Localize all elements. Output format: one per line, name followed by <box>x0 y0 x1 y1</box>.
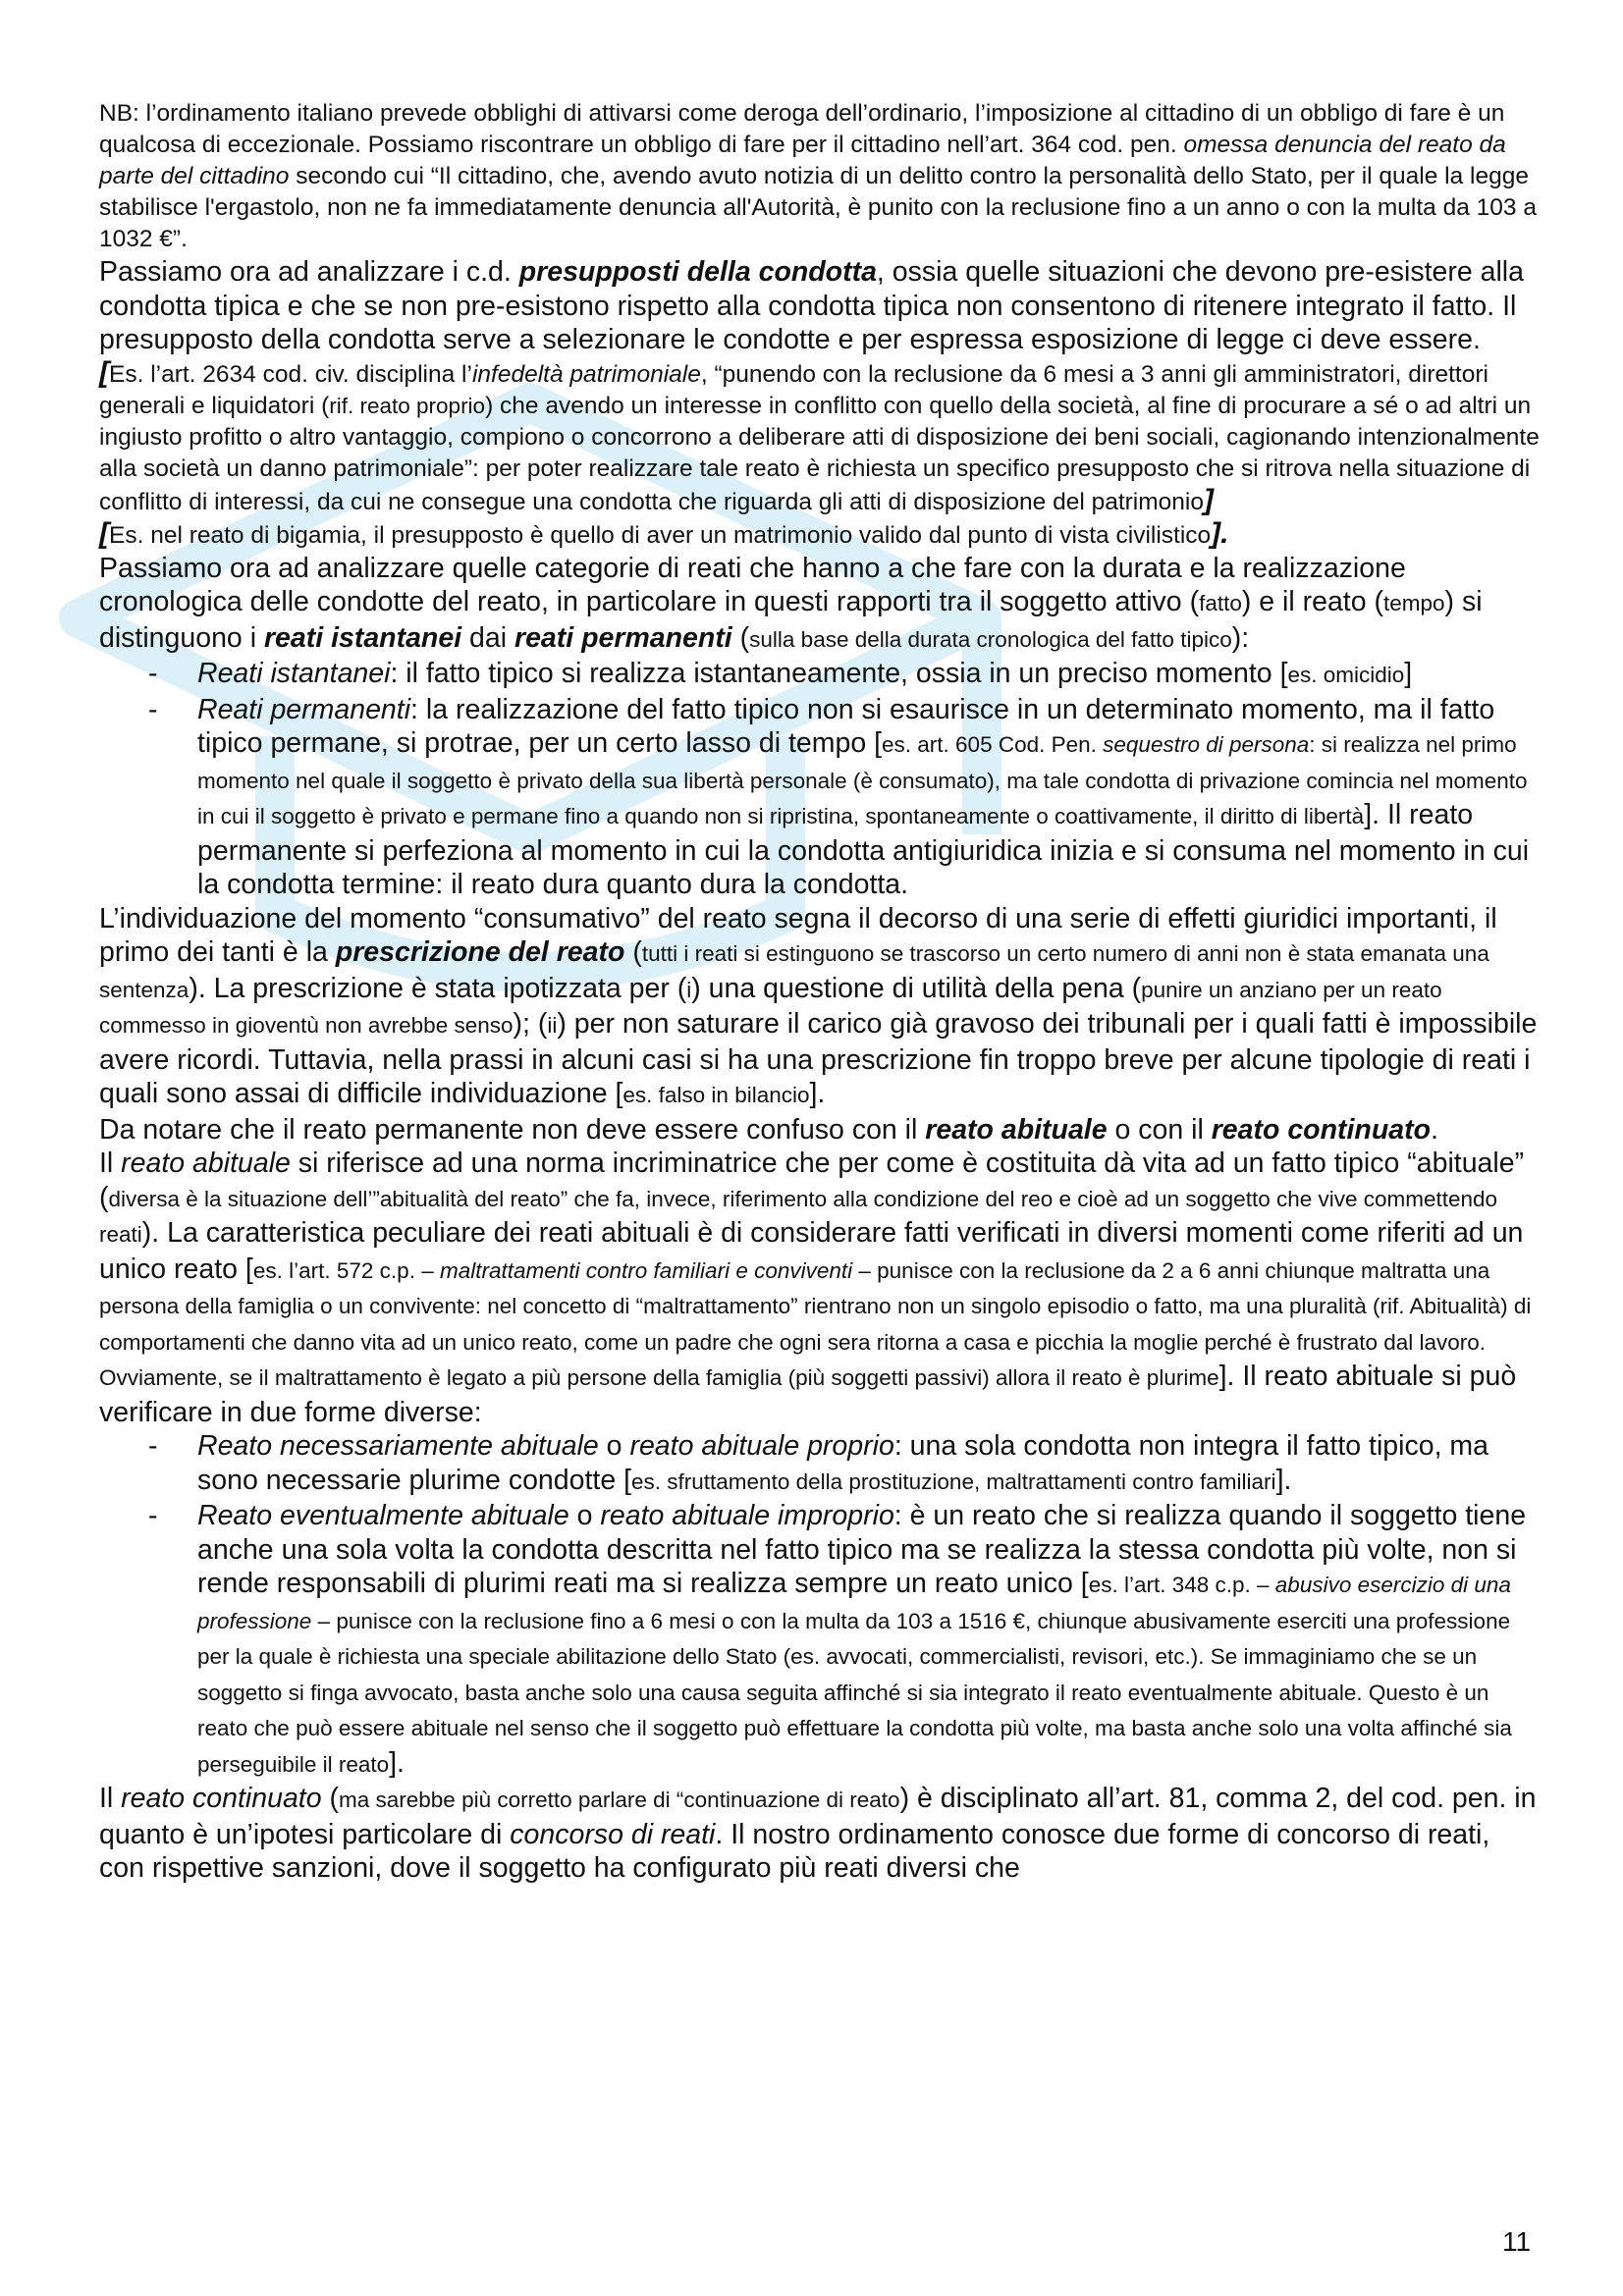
text-run: : una sola condotta non integra il fatto tipico, ma sono necessarie plurime condotte [ <box>197 1430 1489 1496</box>
text-run: Reati permanenti <box>197 693 411 725</box>
text-run: Il <box>99 1783 122 1814</box>
list-item <box>99 1429 1542 1499</box>
text-run: Reato eventualmente abituale <box>197 1500 569 1531</box>
text-run: ma sarebbe più corretto parlare di “continuazione di reato <box>339 1788 900 1812</box>
text-run: reati istantanei <box>263 621 462 654</box>
text-run: è consumato <box>860 768 988 793</box>
dash-bullet: - <box>148 693 158 725</box>
text-run: rif. Abitualità <box>1380 1294 1501 1318</box>
text-run: [ <box>99 516 109 550</box>
text-run: es. omicidio <box>1287 663 1405 687</box>
text-run: secondo cui “Il cittadino, che, avendo avuto notizia di un delitto contro la personalità dello Stato, per il quale la legge stabilisce l'ergastolo, non ne fa immediatamente denuncia all'Autorità, è punito con la reclusione fino a un anno o con la multa da 103 a 1032 €”. <box>99 163 1537 252</box>
text-run: ( <box>321 1783 339 1814</box>
paragraph <box>99 255 1542 357</box>
text-run: NB: l’ordinamento italiano prevede obblighi di attivarsi come deroga dell’ordinario, l’imposizione al cittadino di un obbligo di fare è un qualcosa di eccezionale. Possiamo riscontrare un obbligo di fare per il cittadino nell’art. 364 cod. pen. <box>99 100 1505 158</box>
text-run: ); ( <box>513 1008 548 1040</box>
text-run: reato abituale <box>925 1113 1108 1146</box>
text-run: Da notare che il reato permanente non deve essere confuso con il <box>99 1113 926 1146</box>
page-number: 11 <box>1502 2226 1532 2257</box>
text-run: diversa è la situazione dell’”abitualità del reato” che fa, invece, riferimento alla condizione del reo e cioè ad un soggetto che vive commettendo reati <box>99 1186 1498 1247</box>
paragraph <box>99 518 1542 552</box>
text-run: : si realizza nel primo momento nel quale il soggetto è privato della sua libertà personale ( <box>197 732 1517 793</box>
text-run: Es. l’art. 2634 cod. civ. disciplina l’ <box>109 360 472 388</box>
text-run: dai <box>461 621 514 654</box>
text-run: – punisce con la reclusione fino a 6 mesi o con la multa da 103 a 1516 €, chiunque abusivamente eserciti una professione per la quale è richiesta una speciale abilitazione dello Stato ( <box>197 1608 1511 1669</box>
text-run: omessa denuncia del reato da parte del cittadino <box>99 132 1506 189</box>
list-item <box>99 657 1542 693</box>
text-run: es. avvocati, commercialisti, revisori, etc. <box>790 1644 1191 1669</box>
paragraph <box>99 902 1542 1113</box>
text-run: L’individuazione del momento “consumativo” del reato segna il decorso di una serie di effetti giuridici importanti, il primo dei tanti è la <box>99 902 1497 968</box>
text-run: reato continuato <box>121 1783 322 1814</box>
text-run: : la realizzazione del fatto tipico non si esaurisce in un determinato momento, ma il fatto tipico permane, si protrae, per un certo lasso di tempo [ <box>197 693 1495 759</box>
dash-bullet: - <box>148 1500 158 1531</box>
text-run: : è un reato che si realizza quando il soggetto tiene anche una sola volta la condotta descritta nel fatto tipico ma se realizza la stessa condotta più volte, non si rende responsabili di plurimi reati ma si realizza sempre un reato unico [ <box>197 1500 1527 1599</box>
text-run: maltrattamenti contro familiari e conviventi <box>439 1257 853 1283</box>
text-run: ( <box>731 621 750 654</box>
text-run: si riferisce ad una norma incriminatrice che per come è costituita dà vita ad un fatto tipico “abituale” ( <box>99 1148 1525 1213</box>
text-run: tempo <box>1382 591 1445 615</box>
text-run: es. sfruttamento della prostituzione, maltrattamenti contro familiari <box>631 1468 1276 1494</box>
text-run: sulla base della durata cronologica del fatto tipico <box>749 626 1232 652</box>
text-run: ). La caratteristica peculiare dei reati abituali è di considerare fatti verificati in diversi momenti come riferiti ad un unico reato [ <box>99 1217 1524 1285</box>
text-run: Reato necessariamente abituale <box>197 1430 599 1462</box>
paragraph <box>99 98 1542 255</box>
text-run: : il fatto tipico si realizza istantaneamente, ossia in un preciso momento [ <box>390 658 1288 689</box>
text-run: ) di comportamenti che danno vita ad un unico reato, come un padre che ogni sera ritorna a casa e picchia la moglie perché è frustrato dal lavoro. Ovviamente, se il maltrattamento è legato a più persone della famiglia ( <box>99 1294 1532 1390</box>
text-run: . Il nostro ordinamento conosce due forme di concorso di reati, con rispettive sanzioni, dove il soggetto ha configurato più reati diversi che <box>99 1818 1490 1884</box>
paragraph <box>99 357 1542 518</box>
text-run: ) si distinguono i <box>99 586 1483 654</box>
text-run: più soggetti passivi <box>795 1365 983 1390</box>
text-run: , “punendo con la reclusione da 6 mesi a 3 anni gli amministratori, direttori generali e liquidatori ( <box>99 360 1488 419</box>
text-run: o <box>568 1500 601 1531</box>
text-run: reato continuato <box>1211 1113 1431 1146</box>
text-run: o con il <box>1107 1113 1212 1146</box>
text-run: reati permanenti <box>514 621 732 654</box>
text-run: ( <box>624 936 642 968</box>
text-run: ). La prescrizione è stata ipotizzata per ( <box>189 972 687 1004</box>
text-run: o <box>598 1430 630 1462</box>
text-run: ]. <box>1211 516 1229 550</box>
text-run: infedeltà patrimoniale <box>471 360 701 388</box>
text-run: ]. Il reato permanente si perfeziona al momento in cui la condotta antigiuridica inizia e si consuma nel momento in cui la condotta termine: il reato dura quanto dura la condotta. <box>197 799 1530 900</box>
text-run: ]. Il reato abituale si può verificare in due forme diverse: <box>99 1361 1517 1428</box>
text-run: ) che avendo un interesse in conflitto con quello della società, al fine di procurare a sé o ad altri un ingiusto profitto o altro vantaggio, compiono o concorrono a deliberare atti di disposizione dei beni sociali, cagionando intenzionalmente alla società un danno patrimoniale”: per poter realizzare tale reato è richiesta un specifico presupposto che si ritrova nella situazione di conflitto di interessi, da cui ne consegue una condotta che riguarda gli atti di disposizione del patrimonio <box>99 392 1540 515</box>
text-run: ), ma tale condotta di privazione comincia nel momento in cui il soggetto è privato e permane fino a quando non si ripristina, spontaneamente o coattivamente, il diritto di libertà <box>197 768 1528 828</box>
paragraph <box>99 1147 1542 1429</box>
text-run: – punisce con la reclusione da 2 a 6 anni chiunque maltratta una persona della famiglia o un convivente: nel concetto di “maltrattamento” rientrano non un singolo episodio o fatto, ma una pluralità ( <box>99 1257 1490 1318</box>
text-run: . <box>1430 1113 1438 1146</box>
text-run: concorso di reati <box>510 1818 716 1850</box>
text-run: punire un anziano per un reato commesso in gioventù non avrebbe senso <box>99 977 1442 1038</box>
dash-bullet: - <box>148 1430 158 1462</box>
document-body <box>99 98 1542 1886</box>
text-run: es. l’art. 572 c.p. – <box>252 1257 440 1283</box>
text-run: es. l’art. 348 c.p. – <box>1088 1573 1275 1597</box>
text-run: Reati istantanei <box>197 658 391 689</box>
text-run: ) per non saturare il carico già gravoso dei tribunali per i quali fatti è impossibile avere ricordi. Tuttavia, nella prassi in alcuni casi si ha una prescrizione fin troppo breve per alcune tipologie di reati i quali sono assai di difficile individuazione [ <box>99 1008 1538 1109</box>
text-run: Passiamo ora ad analizzare i c.d. <box>99 256 519 288</box>
text-run: ). Se immaginiamo che se un soggetto si finga avvocato, basta anche solo una causa seguita affinché si sia integrato il reato eventualmente abituale. Questo è un reato che può essere abituale nel senso che il soggetto può effettuare la condotta più volte, ma basta anche solo una volta affinché sia perseguibile il reato <box>197 1644 1512 1777</box>
text-run: presupposti della condotta <box>518 256 877 288</box>
text-run: ]. <box>1275 1464 1292 1496</box>
text-run: ) è disciplinato all’art. 81, comma 2, del cod. pen. in quanto è un’ipotesi particolare di <box>99 1783 1537 1850</box>
text-run: ]. <box>389 1746 405 1779</box>
list-item <box>99 693 1542 902</box>
text-run: ]. <box>809 1078 826 1109</box>
text-run: ii <box>547 1013 558 1038</box>
list-item <box>99 1499 1542 1782</box>
text-run: Passiamo ora ad analizzare quelle categorie di reati che hanno a che fare con la durata e la realizzazione cronologica delle condotte del reato, in particolare in questi rapporti tra il soggetto attivo ( <box>99 552 1406 617</box>
text-run: ) una questione di utilità della pena ( <box>691 972 1142 1004</box>
text-run: fatto <box>1199 591 1242 615</box>
text-run: reato abituale <box>121 1148 291 1179</box>
text-run: Es. nel reato di bigamia, il presupposto è quello di aver un matrimonio valido dal punto di vista civilistico <box>109 521 1212 549</box>
text-run: es. art. 605 Cod. Pen. <box>882 732 1104 757</box>
text-run: abusivo esercizio di una professione <box>197 1573 1511 1633</box>
text-run: sequestro di persona <box>1103 732 1310 757</box>
text-run: ): <box>1231 621 1250 654</box>
text-run: prescrizione del reato <box>335 936 625 968</box>
paragraph <box>99 1782 1542 1886</box>
text-run: , ossia quelle situazioni che devono pre-esistere alla condotta tipica e che se non pre-esistono rispetto alla condotta tipica non consentono di ritenere integrato il fatto. Il presupposto della condotta serve a selezionare le condotte e per espressa esposizione di legge ci deve essere. <box>99 256 1524 355</box>
paragraph <box>99 552 1542 658</box>
text-run: reato abituale improprio <box>600 1500 894 1531</box>
text-run: Il <box>99 1148 122 1179</box>
text-run: es. falso in bilancio <box>622 1083 810 1107</box>
text-run: ] <box>1203 483 1214 516</box>
text-run: tutti i reati si estinguono se trascorso un certo numero di anni non è stata emanata una sentenza <box>99 941 1489 1002</box>
dash-list <box>99 1429 1542 1782</box>
text-run: rif. reato proprio <box>329 393 486 418</box>
dash-list <box>99 657 1542 902</box>
text-run: [ <box>99 355 109 389</box>
text-run: ] <box>1404 658 1413 689</box>
text-run: ) e il reato ( <box>1241 586 1383 617</box>
paragraph <box>99 1113 1542 1148</box>
dash-bullet: - <box>148 658 158 689</box>
text-run: reato abituale proprio <box>629 1430 894 1462</box>
text-run: ) allora il reato è plurime <box>982 1365 1219 1390</box>
text-run: i <box>686 977 692 1002</box>
